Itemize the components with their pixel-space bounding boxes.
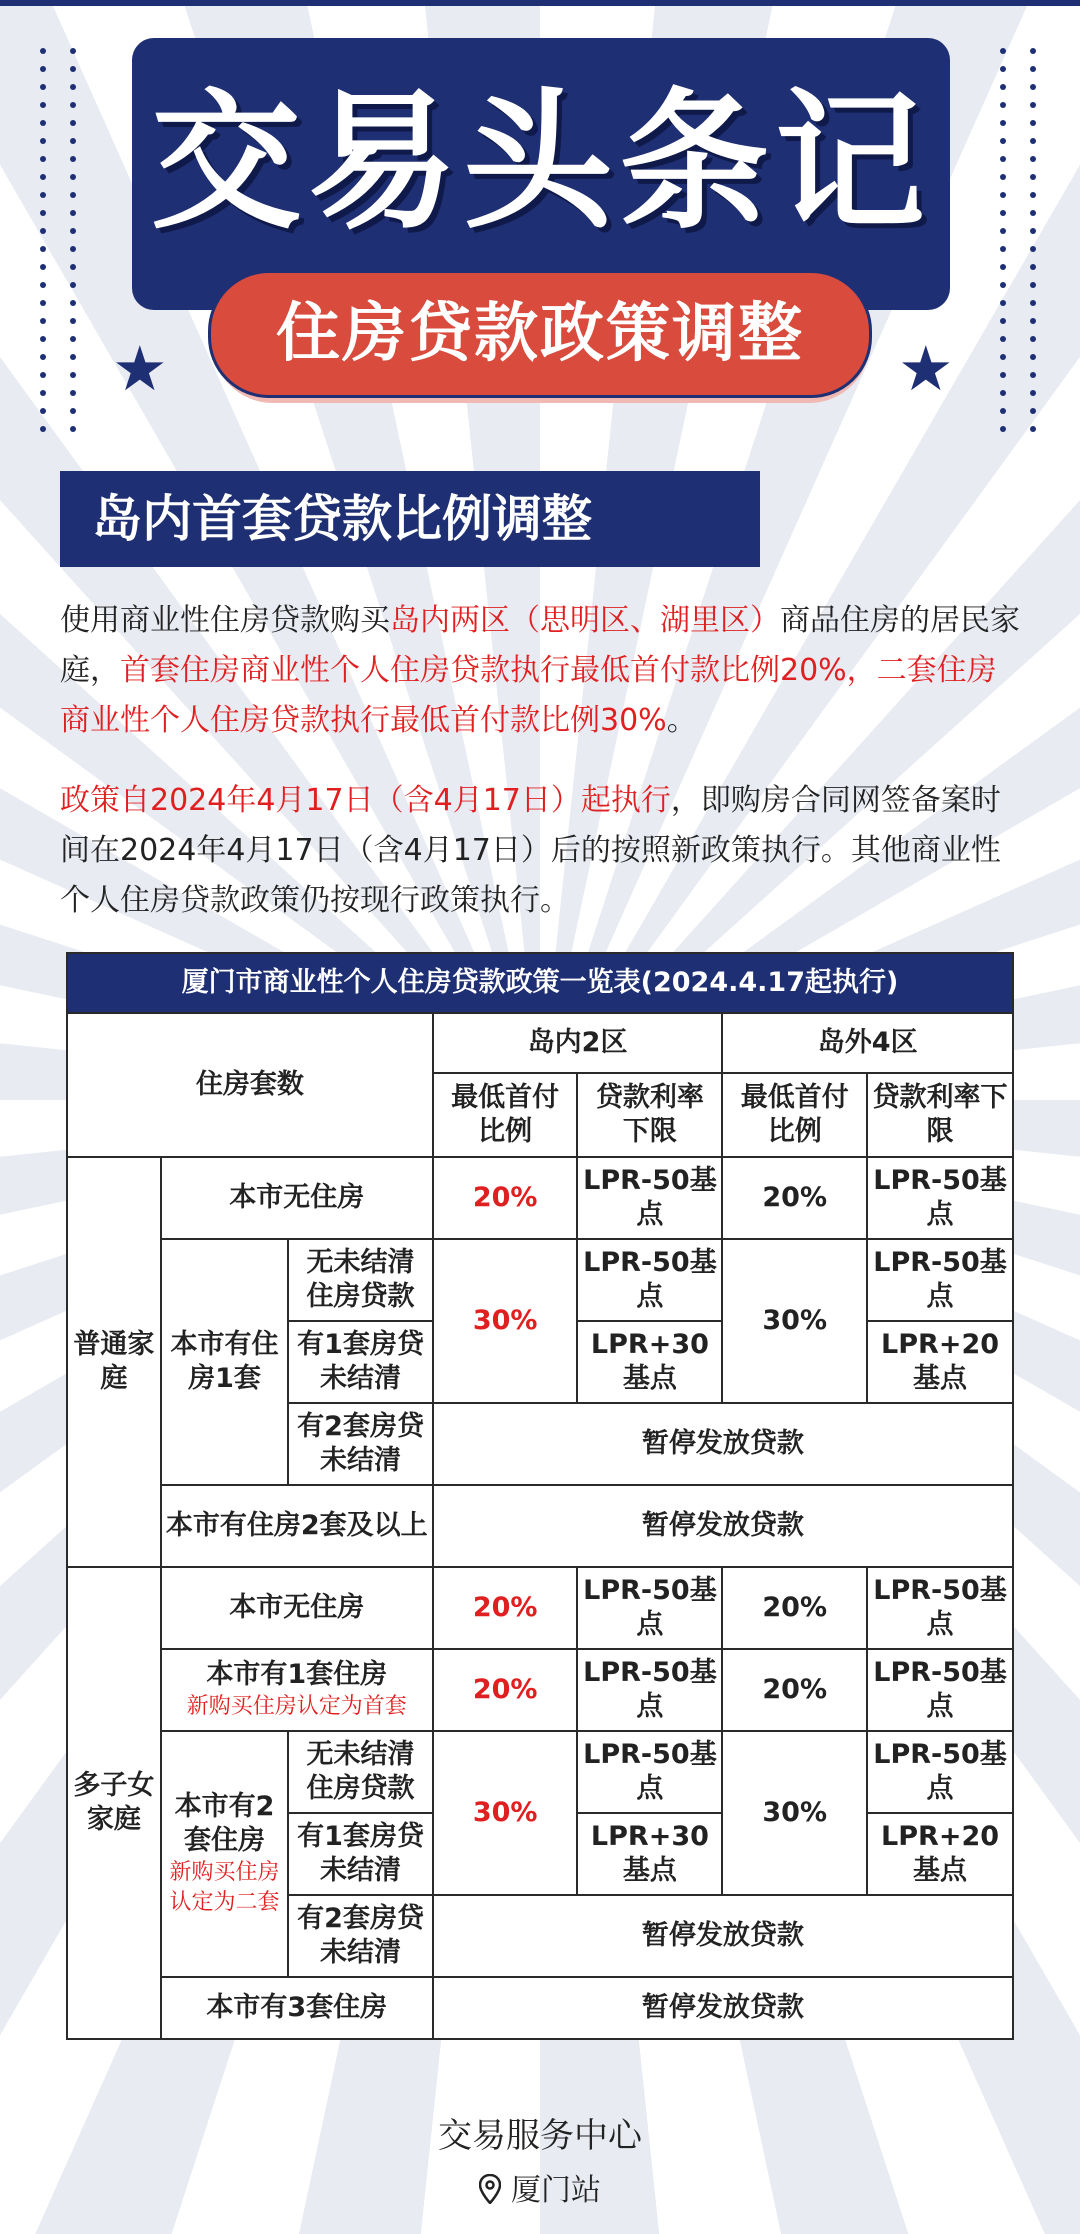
group-ordinary: 普通家庭 (67, 1157, 161, 1567)
row-two-unpaid: 有2套房贷未结清 (288, 1403, 432, 1485)
p1-text-b: 岛内两区（思明区、湖里区） (390, 603, 780, 638)
row-no-house: 本市无住房 (161, 1157, 433, 1239)
footer-station: 厦门站 (511, 2173, 601, 2208)
cell-lpr: LPR-50基点 (577, 1649, 722, 1731)
star-icon: ★ (112, 332, 168, 405)
section-header (60, 471, 760, 567)
row-one-unpaid: 有1套房贷未结清 (288, 1321, 432, 1403)
row-no-unpaid: 无未结清住房贷款 (288, 1239, 432, 1321)
top-border-line (0, 0, 1080, 6)
header-min-down: 最低首付比例 (433, 1073, 578, 1157)
header-rate-floor: 贷款利率下限 (867, 1073, 1013, 1157)
p2-text-b: ，即购房合同网签备案时间在2024年4月17日（含4月17日）后的按照新政策执行。其他商业性个人住房贷款政策仍按现行政策执行。 (60, 783, 1001, 918)
paragraph-policy-scope (60, 596, 1020, 746)
footer-station-line (0, 2165, 1080, 2209)
cell-suspended: 暂停发放贷款 (433, 1485, 1013, 1567)
cell-pct: 20% (722, 1157, 867, 1239)
table-caption: 厦门市商业性个人住房贷款政策一览表(2024.4.17起执行) (67, 953, 1013, 1013)
star-icon: ★ (898, 332, 954, 405)
row-mc-two-house-label: 本市有2套住房 (174, 1791, 275, 1856)
row-mc-two-house-note: 新购买住房认定为二套 (169, 1860, 280, 1915)
hero-subtitle: 住房贷款政策调整 (276, 297, 804, 371)
cell-pct: 30% (722, 1731, 867, 1895)
cell-lpr: LPR-50基点 (577, 1239, 722, 1321)
header-housing-count: 住房套数 (67, 1013, 433, 1157)
decorative-dots-left-2 (70, 48, 84, 444)
cell-pct: 30% (433, 1239, 578, 1403)
cell-pct: 30% (722, 1239, 867, 1403)
cell-lpr: LPR-50基点 (577, 1157, 722, 1239)
cell-pct: 20% (433, 1567, 578, 1649)
footer-org: 交易服务中心 (438, 2116, 642, 2156)
row-three-house: 本市有3套住房 (161, 1977, 433, 2039)
header-island-out: 岛外4区 (722, 1013, 1013, 1073)
header-island-in: 岛内2区 (433, 1013, 723, 1073)
cell-lpr: LPR-50基点 (867, 1157, 1013, 1239)
section-title: 岛内首套贷款比例调整 (92, 490, 592, 548)
header-min-down: 最低首付比例 (722, 1073, 867, 1157)
cell-pct: 20% (433, 1157, 578, 1239)
cell-pct: 30% (433, 1731, 578, 1895)
cell-lpr: LPR+20基点 (867, 1321, 1013, 1403)
group-multi-child: 多子女家庭 (67, 1567, 161, 2039)
cell-suspended: 暂停发放贷款 (433, 1895, 1013, 1977)
location-pin-icon (479, 2174, 501, 2204)
row-one-unpaid: 有1套房贷未结清 (288, 1813, 432, 1895)
row-mc-one-house-label: 本市有1套住房 (206, 1659, 388, 1690)
row-one-house: 本市有住房1套 (161, 1239, 289, 1485)
cell-lpr: LPR-50基点 (577, 1731, 722, 1813)
cell-suspended: 暂停发放贷款 (433, 1977, 1013, 2039)
row-mc-one-house (161, 1649, 433, 1731)
cell-pct: 20% (722, 1567, 867, 1649)
row-no-unpaid: 无未结清住房贷款 (288, 1731, 432, 1813)
p1-text-c: 商品住房的居民家庭， (60, 603, 1020, 688)
cell-pct: 20% (433, 1649, 578, 1731)
decorative-dots-right-2 (1030, 48, 1044, 444)
row-mc-one-house-note: 新购买住房认定为首套 (186, 1694, 407, 1719)
decorative-dots-right (1000, 48, 1014, 444)
cell-lpr: LPR-50基点 (867, 1731, 1013, 1813)
paragraph-effective-date (60, 776, 1020, 926)
cell-lpr: LPR-50基点 (577, 1567, 722, 1649)
p1-text-a: 使用商业性住房贷款购买 (60, 603, 390, 638)
header-rate-floor: 贷款利率下限 (577, 1073, 722, 1157)
subtitle-pill (208, 270, 872, 398)
decorative-dots-left (40, 48, 54, 444)
cell-lpr: LPR+30基点 (577, 1813, 722, 1895)
cell-lpr: LPR-50基点 (867, 1567, 1013, 1649)
cell-suspended: 暂停发放贷款 (433, 1403, 1013, 1485)
cell-lpr: LPR-50基点 (867, 1239, 1013, 1321)
row-two-plus: 本市有住房2套及以上 (161, 1485, 433, 1567)
cell-pct: 20% (722, 1649, 867, 1731)
row-no-house: 本市无住房 (161, 1567, 433, 1649)
p1-text-e: 。 (666, 703, 697, 738)
cell-lpr: LPR+30基点 (577, 1321, 722, 1403)
p1-text-d: 首套住房商业性个人住房贷款执行最低首付款比例20%，二套住房商业性个人住房贷款执行最低首付款比例30% (60, 653, 997, 738)
policy-table (66, 952, 1014, 2040)
row-mc-two-house (161, 1731, 289, 1977)
cell-lpr: LPR-50基点 (867, 1649, 1013, 1731)
p2-text-a: 政策自2024年4月17日（含4月17日）起执行 (60, 783, 671, 818)
row-two-unpaid: 有2套房贷未结清 (288, 1895, 432, 1977)
cell-lpr: LPR+20基点 (867, 1813, 1013, 1895)
hero-title: 交易头条记 (150, 76, 931, 250)
